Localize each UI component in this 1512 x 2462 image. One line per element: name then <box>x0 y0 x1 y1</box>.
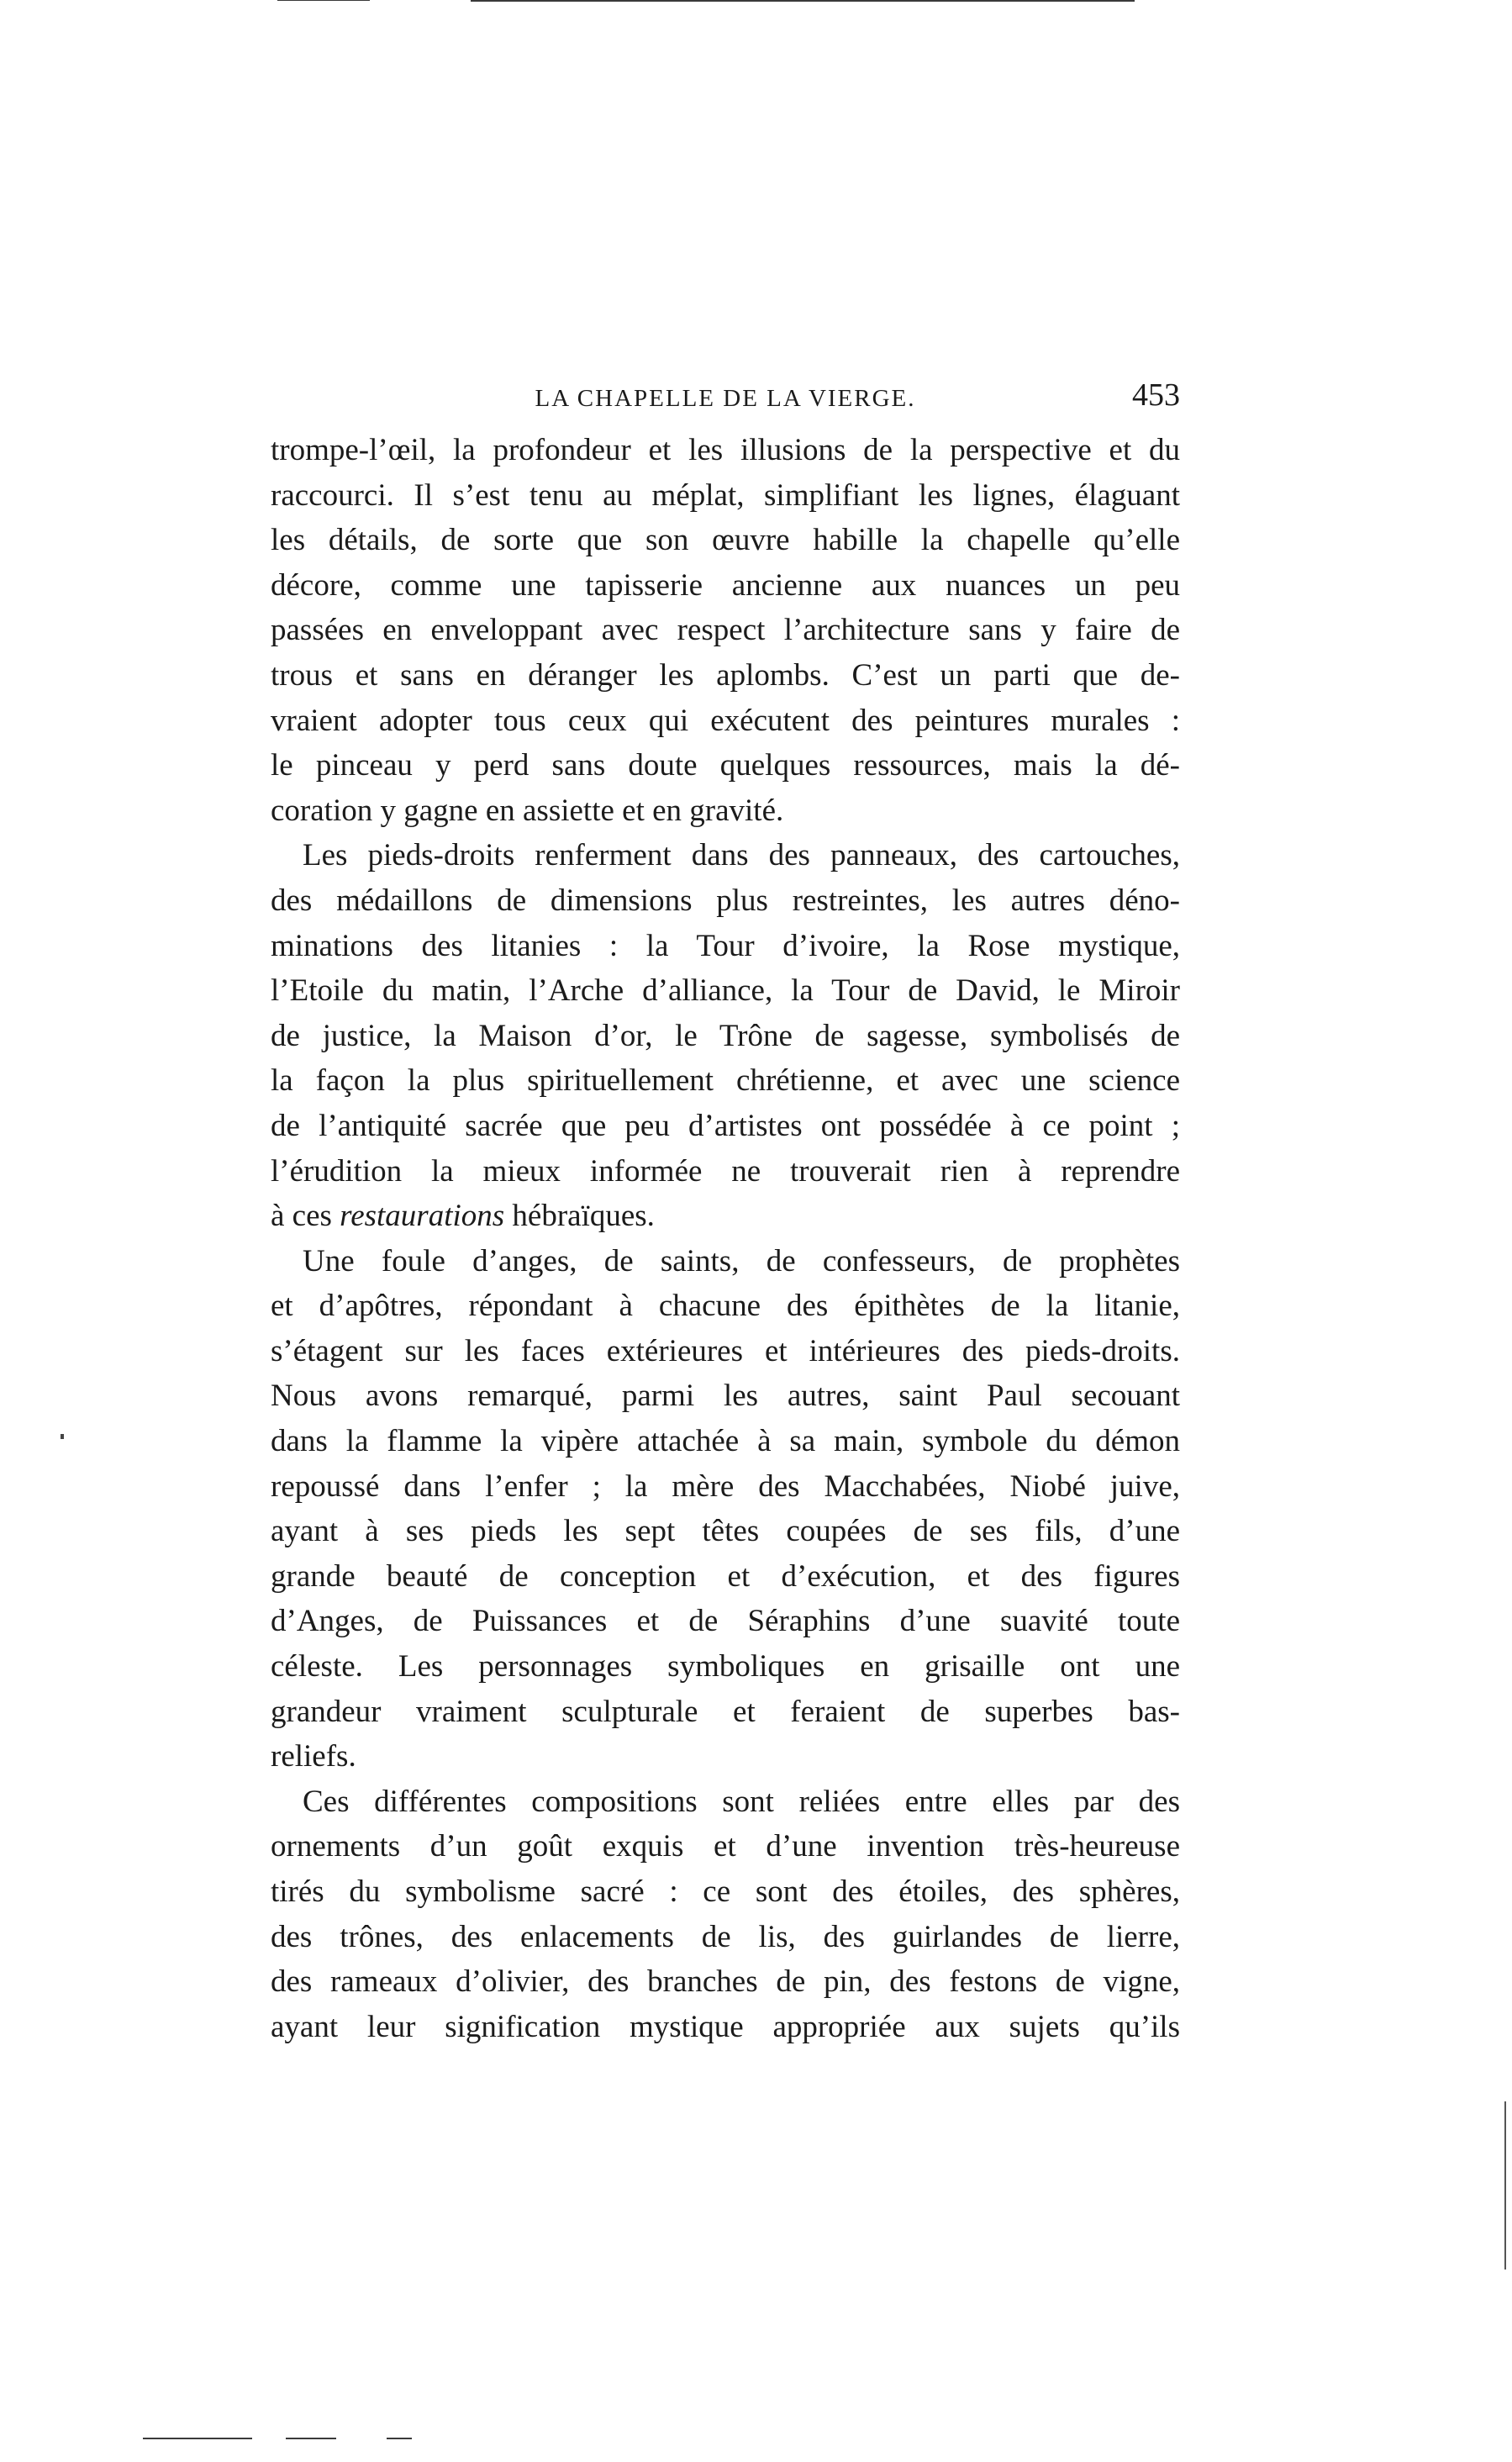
text-line: ornements d’un goût exquis et d’une invention très-heureuse <box>271 1829 1180 1864</box>
text-line: tirés du symbolisme sacré : ce sont des étoiles, des sphères, <box>271 1874 1180 1909</box>
text-line: grande beauté de conception et d’exécution, et des figures <box>271 1558 1180 1594</box>
chapter-title: LA CHAPELLE DE LA VIERGE. <box>535 385 916 412</box>
italic-term: restaurations <box>340 1199 505 1234</box>
scan-top-rule-left <box>277 0 370 1</box>
text-line: Une foule d’anges, de saints, de confesseurs, de prophètes <box>303 1243 1180 1278</box>
paragraph-3 <box>271 1239 1180 1779</box>
running-header <box>271 377 1180 427</box>
text-line: de l’antiquité sacrée que peu d’artistes ont possédée à ce point ; <box>271 1108 1180 1143</box>
scan-bottom-rule-3 <box>387 2438 412 2439</box>
page-body <box>271 428 1180 2049</box>
text-line: ayant leur signification mystique appropriée aux sujets qu’ils <box>271 2009 1180 2044</box>
text-line: céleste. Les personnages symboliques en grisaille ont une <box>271 1649 1180 1684</box>
page-number: 453 <box>1132 377 1180 413</box>
text-line: des rameaux d’olivier, des branches de pin, des festons de vigne, <box>271 1964 1180 2000</box>
text-line: décore, comme une tapisserie ancienne aux nuances un peu <box>271 567 1180 603</box>
paragraph-2 <box>271 833 1180 1238</box>
text-line: raccourci. Il s’est tenu au méplat, simplifiant les lignes, élaguant <box>271 477 1180 513</box>
text-line: les détails, de sorte que son œuvre habille la chapelle qu’elle <box>271 523 1180 558</box>
scan-top-rule <box>471 0 1135 2</box>
text-line: et d’apôtres, répondant à chacune des épithètes de la litanie, <box>271 1289 1180 1324</box>
text-line: Nous avons remarqué, parmi les autres, saint Paul secouant <box>271 1379 1180 1414</box>
text-line: ayant à ses pieds les sept têtes coupées de ses fils, d’une <box>271 1514 1180 1549</box>
scan-bottom-rule-2 <box>286 2438 336 2439</box>
text-line: reliefs. <box>271 1739 356 1774</box>
text-line: la façon la plus spirituellement chrétienne, et avec une science <box>271 1063 1180 1099</box>
text-line-with-italic <box>271 1194 1180 1239</box>
text-segment: à ces <box>271 1199 340 1234</box>
text-line: minations des litanies : la Tour d’ivoire, la Rose mystique, <box>271 928 1180 963</box>
stray-mark <box>61 1434 64 1439</box>
text-line: l’érudition la mieux informée ne trouverait rien à reprendre <box>271 1153 1180 1189</box>
text-line: passées en enveloppant avec respect l’architecture sans y faire de <box>271 613 1180 648</box>
text-line: repoussé dans l’enfer ; la mère des Macchabées, Niobé juive, <box>271 1468 1180 1504</box>
text-line: trompe-l’œil, la profondeur et les illusions de la perspective et du <box>271 433 1180 467</box>
text-line: trous et sans en déranger les aplombs. C’est un parti que de- <box>271 657 1180 693</box>
text-line: coration y gagne en assiette et en gravité. <box>271 793 784 828</box>
scan-bottom-rule <box>143 2438 252 2439</box>
text-line: grandeur vraiment sculpturale et feraient de superbes bas- <box>271 1694 1180 1729</box>
text-line: vraient adopter tous ceux qui exécutent des peintures murales : <box>271 703 1180 738</box>
paragraph-4 <box>271 1779 1180 2050</box>
text-line: Ces différentes compositions sont reliées entre elles par des <box>303 1784 1180 1819</box>
text-line: Les pieds-droits renferment dans des panneaux, des cartouches, <box>303 838 1180 873</box>
text-line: le pinceau y perd sans doute quelques ressources, mais la dé- <box>271 748 1180 783</box>
text-line: dans la flamme la vipère attachée à sa main, symbole du démon <box>271 1424 1180 1459</box>
scan-right-edge-line <box>1504 2101 1506 2270</box>
text-line: l’Etoile du matin, l’Arche d’alliance, la Tour de David, le Miroir <box>271 973 1180 1009</box>
text-line: d’Anges, de Puissances et de Séraphins d’une suavité toute <box>271 1604 1180 1639</box>
text-segment: hébraïques. <box>504 1199 655 1234</box>
text-line: des trônes, des enlacements de lis, des guirlandes de lierre, <box>271 1919 1180 1954</box>
text-line: s’étagent sur les faces extérieures et intérieures des pieds-droits. <box>271 1333 1180 1368</box>
paragraph-1 <box>271 428 1180 833</box>
text-line: de justice, la Maison d’or, le Trône de sagesse, symbolisés de <box>271 1018 1180 1053</box>
text-line: des médaillons de dimensions plus restreintes, les autres déno- <box>271 883 1180 918</box>
